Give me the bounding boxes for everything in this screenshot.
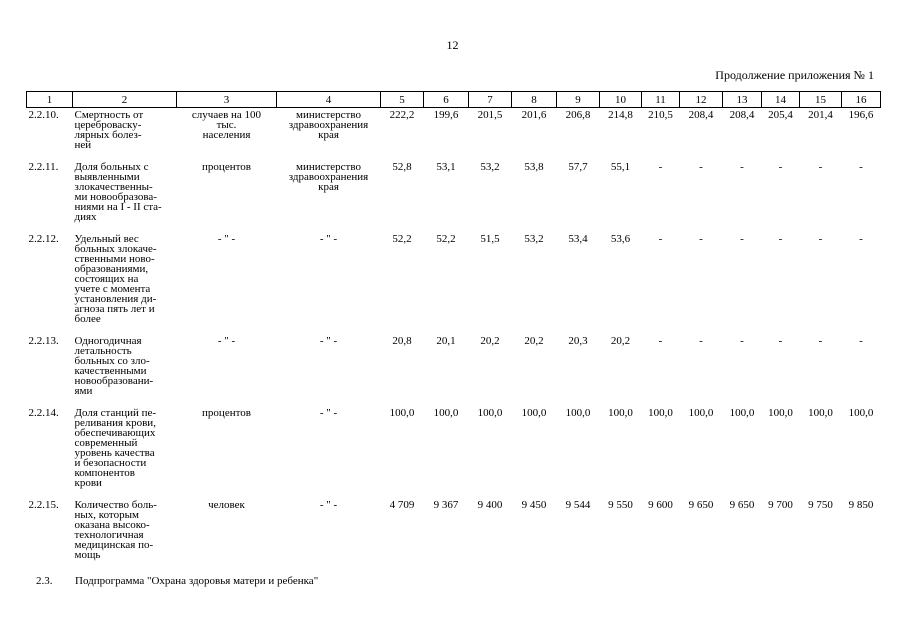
executor-cell: министерство здравоохранения края bbox=[288, 161, 369, 193]
value-cell: - bbox=[699, 233, 703, 245]
unit-cell: процентов bbox=[202, 407, 251, 419]
value-cell: 208,4 bbox=[729, 109, 755, 121]
value-cell: - bbox=[658, 161, 663, 173]
unit-cell: процентов bbox=[202, 161, 251, 173]
value-cell: 208,4 bbox=[688, 109, 714, 121]
row-number: 2.2.13. bbox=[28, 335, 59, 347]
value-cell: 9 544 bbox=[565, 499, 591, 511]
page-number: 12 bbox=[446, 38, 459, 52]
value-cell: 52,2 bbox=[392, 233, 412, 245]
indicators-table bbox=[26, 91, 881, 570]
value-cell: 53,1 bbox=[436, 161, 456, 173]
value-cell: 9 700 bbox=[768, 499, 793, 511]
value-cell: - bbox=[818, 233, 823, 245]
value-cell: 20,2 bbox=[610, 335, 631, 347]
value-cell: - bbox=[699, 161, 703, 173]
indicator-name: Доля больных с выявленными злокачественны- ми новообразова- ниями на I - II ста- диях bbox=[74, 161, 162, 223]
column-header: 12 bbox=[680, 92, 723, 108]
column-header: 9 bbox=[557, 92, 600, 108]
value-cell: 9 367 bbox=[433, 499, 459, 511]
value-cell: 9 600 bbox=[648, 499, 673, 511]
indicator-name: Количество боль- ных, которым оказана высоко- технологичная медицинская по- мощь bbox=[74, 499, 157, 561]
value-cell: 100,0 bbox=[433, 407, 459, 419]
table-row bbox=[27, 108, 881, 161]
value-cell: - bbox=[778, 161, 783, 173]
table-row bbox=[27, 334, 881, 406]
column-header: 15 bbox=[800, 92, 842, 108]
indicator-name: Смертность от цереброваску- лярных болез- ней bbox=[74, 109, 144, 151]
value-cell: 57,7 bbox=[568, 161, 588, 173]
value-cell: 201,5 bbox=[477, 109, 503, 121]
value-cell: 9 750 bbox=[808, 499, 833, 511]
value-cell: 51,5 bbox=[480, 233, 500, 245]
value-cell: 100,0 bbox=[565, 407, 591, 419]
column-header: 3 bbox=[177, 92, 277, 108]
value-cell: 100,0 bbox=[389, 407, 415, 419]
table-row bbox=[27, 160, 881, 232]
value-cell: - bbox=[778, 335, 783, 347]
unit-cell: - " - bbox=[217, 233, 236, 245]
value-cell: - bbox=[859, 335, 863, 347]
value-cell: 20,3 bbox=[568, 335, 588, 347]
value-cell: - bbox=[740, 335, 744, 347]
value-cell: 205,4 bbox=[768, 109, 793, 121]
value-cell: 53,4 bbox=[568, 233, 588, 245]
value-cell: 100,0 bbox=[848, 407, 874, 419]
value-cell: - bbox=[740, 233, 744, 245]
value-cell: 201,6 bbox=[521, 109, 547, 121]
row-number: 2.2.12. bbox=[28, 233, 59, 245]
header-row bbox=[27, 92, 881, 108]
value-cell: 100,0 bbox=[608, 407, 633, 419]
value-cell: 214,8 bbox=[608, 109, 633, 121]
executor-cell: - " - bbox=[319, 499, 338, 511]
indicator-name: Удельный вес больных злокаче- ственными ново- образованиями, состоящих на учете с момента установления ди- агноза пять лет и более bbox=[74, 233, 157, 325]
table-row bbox=[27, 406, 881, 498]
row-number: 2.2.10. bbox=[28, 109, 59, 121]
column-header: 13 bbox=[723, 92, 762, 108]
value-cell: 100,0 bbox=[521, 407, 547, 419]
column-header: 7 bbox=[469, 92, 512, 108]
value-cell: - bbox=[778, 233, 783, 245]
continuation-label: Продолжение приложения № 1 bbox=[715, 68, 874, 82]
column-header: 8 bbox=[512, 92, 557, 108]
value-cell: 196,6 bbox=[848, 109, 874, 121]
executor-cell: министерство здравоохранения края bbox=[288, 109, 369, 141]
subprogram-title: Подпрограмма "Охрана здоровья матери и ребенка" bbox=[75, 575, 319, 587]
value-cell: - bbox=[740, 161, 744, 173]
value-cell: 9 650 bbox=[729, 499, 755, 511]
value-cell: - bbox=[859, 233, 863, 245]
column-header: 2 bbox=[73, 92, 177, 108]
value-cell: 100,0 bbox=[688, 407, 714, 419]
value-cell: 20,2 bbox=[524, 335, 544, 347]
executor-cell: - " - bbox=[319, 233, 338, 245]
value-cell: 9 550 bbox=[608, 499, 633, 511]
value-cell: 20,8 bbox=[392, 335, 412, 347]
value-cell: 206,8 bbox=[565, 109, 591, 121]
executor-cell: - " - bbox=[319, 335, 338, 347]
unit-cell: человек bbox=[208, 499, 245, 511]
value-cell: 53,2 bbox=[524, 233, 544, 245]
value-cell: 199,6 bbox=[433, 109, 459, 121]
value-cell: 53,6 bbox=[610, 233, 631, 245]
column-header: 1 bbox=[27, 92, 73, 108]
column-header: 14 bbox=[762, 92, 800, 108]
value-cell: 210,5 bbox=[648, 109, 673, 121]
subprogram-number: 2.3. bbox=[36, 575, 53, 587]
value-cell: 53,2 bbox=[480, 161, 500, 173]
value-cell: 100,0 bbox=[768, 407, 793, 419]
column-header: 6 bbox=[424, 92, 469, 108]
column-header: 11 bbox=[642, 92, 680, 108]
value-cell: - bbox=[818, 335, 823, 347]
row-number: 2.2.11. bbox=[28, 161, 59, 173]
indicator-name: Доля станций пе- реливания крови, обеспечивающих современный уровень качества и безопасности компонентов крови bbox=[74, 407, 157, 489]
value-cell: 100,0 bbox=[648, 407, 673, 419]
value-cell: - bbox=[859, 161, 863, 173]
value-cell: 20,2 bbox=[480, 335, 500, 347]
value-cell: 100,0 bbox=[808, 407, 833, 419]
value-cell: 9 450 bbox=[521, 499, 547, 511]
value-cell: - bbox=[658, 233, 663, 245]
value-cell: 52,8 bbox=[392, 161, 412, 173]
column-header: 16 bbox=[842, 92, 881, 108]
table-row bbox=[27, 498, 881, 570]
value-cell: - bbox=[699, 335, 703, 347]
value-cell: 20,1 bbox=[436, 335, 456, 347]
value-cell: 100,0 bbox=[477, 407, 503, 419]
value-cell: - bbox=[658, 335, 663, 347]
indicator-name: Одногодичная летальность больных со зло- качественными новообразовани- ями bbox=[74, 335, 154, 397]
row-number: 2.2.15. bbox=[28, 499, 59, 511]
value-cell: 100,0 bbox=[729, 407, 755, 419]
unit-cell: случаев на 100 тыс. населения bbox=[191, 109, 262, 141]
table-row bbox=[27, 232, 881, 334]
value-cell: 55,1 bbox=[610, 161, 631, 173]
executor-cell: - " - bbox=[319, 407, 338, 419]
value-cell: 53,8 bbox=[524, 161, 544, 173]
value-cell: 222,2 bbox=[389, 109, 415, 121]
value-cell: 201,4 bbox=[808, 109, 833, 121]
value-cell: - bbox=[818, 161, 823, 173]
row-number: 2.2.14. bbox=[28, 407, 59, 419]
value-cell: 9 400 bbox=[477, 499, 503, 511]
value-cell: 9 850 bbox=[848, 499, 874, 511]
value-cell: 52,2 bbox=[436, 233, 456, 245]
column-header: 10 bbox=[600, 92, 642, 108]
unit-cell: - " - bbox=[217, 335, 236, 347]
value-cell: 9 650 bbox=[688, 499, 714, 511]
column-header: 4 bbox=[277, 92, 381, 108]
value-cell: 4 709 bbox=[389, 499, 415, 511]
column-header: 5 bbox=[381, 92, 424, 108]
